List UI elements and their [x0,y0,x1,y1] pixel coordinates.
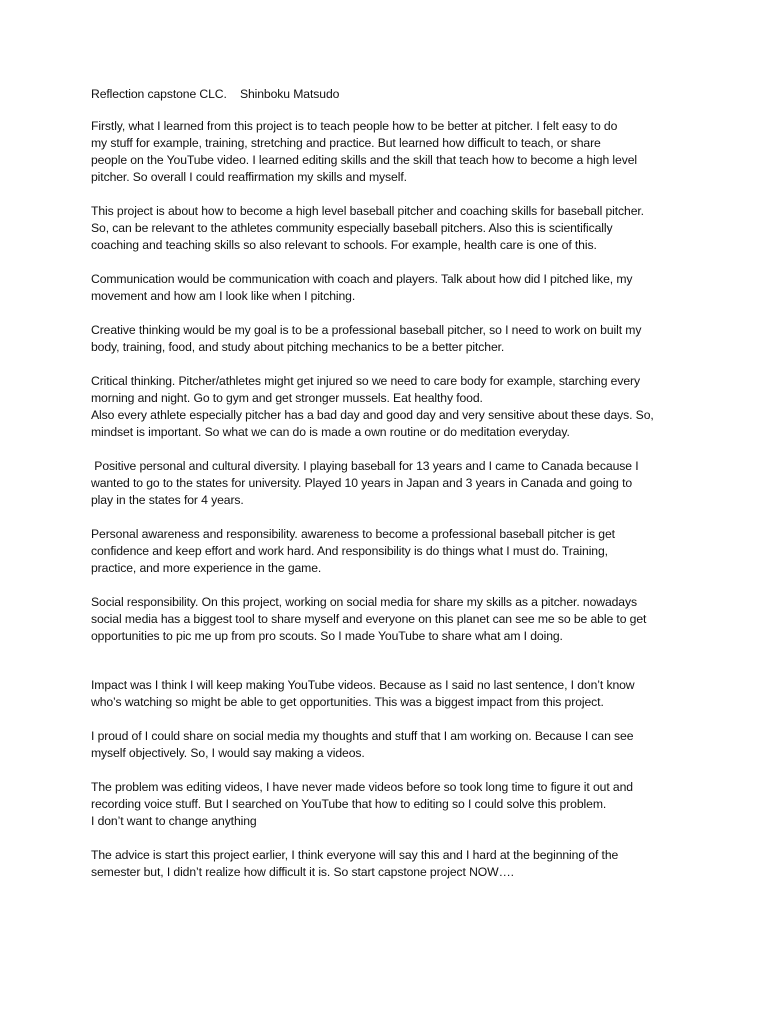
paragraph-line: my stuff for example, training, stretching and practice. But learned how difficult to teach, or share [91,136,601,150]
paragraph-line: mindset is important. So what we can do is made a own routine or do meditation everyday. [91,425,570,439]
paragraph-line: movement and how am I look like when I pitching. [91,289,356,303]
paragraph-diversity [91,458,691,509]
paragraph-impact [91,677,691,711]
paragraph-problem [91,779,691,830]
paragraph-communication [91,271,691,305]
paragraph-line: Communication would be communication with coach and players. Talk about how did I pitched like, my [91,272,633,286]
paragraph-line: Impact was I think I will keep making YouTube videos. Because as I said no last sentence, I don’t know [91,678,635,692]
paragraph-line: Critical thinking. Pitcher/athletes might get injured so we need to care body for example, starching every [91,374,640,388]
paragraph-line: myself objectively. So, I would say making a videos. [91,746,365,760]
paragraph-personal-awareness [91,526,691,577]
paragraph-creative-thinking [91,322,691,356]
paragraph-line: who’s watching so might be able to get opportunities. This was a biggest impact from this project. [91,695,604,709]
paragraph-line: body, training, food, and study about pitching mechanics to be a better pitcher. [91,340,505,354]
paragraph-advice [91,847,691,881]
paragraph-line: Personal awareness and responsibility. awareness to become a professional baseball pitcher is get [91,527,615,541]
paragraph-line: recording voice stuff. But I searched on YouTube that how to editing so I could solve this problem. [91,797,607,811]
paragraph-line: confidence and keep effort and work hard. And responsibility is do things what I must do. Training, [91,544,608,558]
paragraph-line: So, can be relevant to the athletes community especially baseball pitchers. Also this is scientifically [91,221,613,235]
paragraph-line: The advice is start this project earlier, I think everyone will say this and I hard at the beginning of the [91,848,619,862]
paragraph-line: social media has a biggest tool to share myself and everyone on this planet can see me so be able to get [91,612,647,626]
paragraph-line: practice, and more experience in the game. [91,561,322,575]
paragraph-proud [91,728,691,762]
paragraph-line: play in the states for 4 years. [91,493,244,507]
paragraph-line: Social responsibility. On this project, working on social media for share my skills as a pitcher. nowadays [91,595,637,609]
paragraph-critical-thinking [91,373,691,441]
paragraph-line: Positive personal and cultural diversity. I playing baseball for 13 years and I came to Canada because I [91,459,639,473]
paragraph-line: people on the YouTube video. I learned editing skills and the skill that teach how to become a high level [91,153,637,167]
paragraph-line: The problem was editing videos, I have never made videos before so took long time to figure it out and [91,780,633,794]
paragraph-line: Creative thinking would be my goal is to be a professional baseball pitcher, so I need to work on built my [91,323,642,337]
paragraph-project-about [91,203,691,254]
paragraph-line: pitcher. So overall I could reaffirmation my skills and myself. [91,170,407,184]
paragraph-learned [91,118,691,186]
paragraph-line: morning and night. Go to gym and get stronger mussels. Eat healthy food. [91,391,483,405]
paragraph-line: wanted to go to the states for university. Played 10 years in Japan and 3 years in Canada and going to [91,476,633,490]
paragraph-line: Also every athlete especially pitcher has a bad day and good day and very sensitive about these days. So, [91,408,654,422]
paragraph-line: semester but, I didn’t realize how difficult it is. So start capstone project NOW…. [91,865,514,879]
paragraph-line: opportunities to pic me up from pro scouts. So I made YouTube to share what am I doing. [91,629,563,643]
document-title: Reflection capstone CLC. Shinboku Matsudo [91,87,340,101]
paragraph-line: This project is about how to become a high level baseball pitcher and coaching skills for baseball pitcher. [91,204,644,218]
paragraph-line: I don’t want to change anything [91,814,257,828]
document-body [91,86,691,881]
paragraph-line: coaching and teaching skills so also relevant to schools. For example, health care is one of this. [91,238,597,252]
paragraph-line: Firstly, what I learned from this project is to teach people how to be better at pitcher. I felt easy to do [91,119,618,133]
paragraph-social-responsibility [91,594,691,645]
paragraph-line: I proud of I could share on social media my thoughts and stuff that I am working on. Because I can see [91,729,634,743]
